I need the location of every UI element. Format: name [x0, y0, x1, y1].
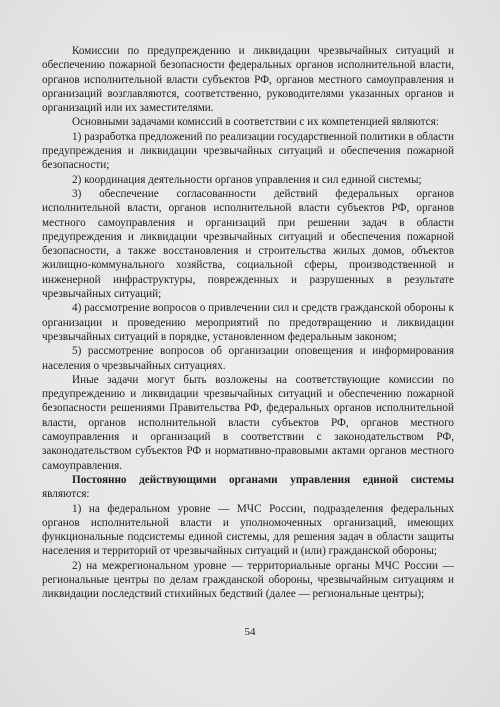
paragraph-other-tasks: Иные задачи могут быть возложены на соответствующие комиссии по предупреждению и ликвидации чрезвычайных ситуаций и обеспечению пожарной безопасности решениями Правительства РФ, федеральных органов исполнительной власти, органов исполнительной власти субъектов РФ, органов местного самоуправления и организаций в соответствии с законодательством РФ, законодательством субъектов РФ и нормативно-правовыми актами органов местного самоуправления. [42, 373, 454, 472]
list-item-task-4: 4) рассмотрение вопросов о привлечении сил и средств гражданской обороны к организации и проведению мероприятий по предотвращению и ликвидации чрезвычайных ситуаций в порядке, установленном федеральным законом; [42, 302, 454, 343]
list-item-task-1: 1) разработка предложений по реализации государственной политики в области предупреждения и ликвидации чрезвычайных ситуаций и обеспечения пожарной безопасности; [42, 130, 454, 172]
list-item-task-2: 2) координация деятельности органов управления и сил единой системы; [72, 173, 422, 186]
paragraph-permanent-bodies-tail: являются: [42, 488, 90, 501]
bold-term: Постоянно действующими органами управления единой системы [72, 473, 454, 486]
paragraph-intro: Комиссии по предупреждению и ликвидации чрезвычайных ситуаций и обеспечению пожарной безопасности федеральных органов исполнительной власти, органов исполнительной власти субъектов РФ, органов местного самоуправления и организаций возглавляются, соответственно, руководителями указанных органов и организаций или их заместителями. [42, 45, 454, 115]
list-item-level-1: 1) на федеральном уровне — МЧС России, подразделения федеральных органов исполнительной власти и уполномоченных организаций, имеющих функциональные подсистемы единой системы, для решения задач в области защиты населения и территорий от чрезвычайных ситуаций и (или) гражданской обороны; [42, 502, 454, 558]
list-item-level-2: 2) на межрегиональном уровне — территориальные органы МЧС России — региональные центры по делам гражданской обороны, чрезвычайным ситуациям и ликвидации последствий стихийных бедствий (далее — региональные центры); [42, 559, 454, 601]
paragraph-tasks-lead: Основными задачами комиссий в соответствии с их компетенцией являются: [72, 116, 439, 129]
list-item-task-5: 5) рассмотрение вопросов об организации оповещения и информирования населения о чрезвычайных ситуациях. [42, 345, 454, 372]
paragraph-permanent-bodies [42, 473, 454, 502]
page-body [42, 44, 454, 602]
page-number: 54 [244, 626, 256, 638]
list-item-task-3: 3) обеспечение согласованности действий федеральных органов исполнительной власти, органов исполнительной власти субъектов РФ, органов местного самоуправления и организаций при решении задач в области предупреждения и ликвидации чрезвычайных ситуаций и обеспечения пожарной безопасности, а также восстановления и строительства жилых домов, объектов жилищно-коммунального хозяйства, социальной сферы, производственной и инженерной инфраструктуры, поврежденных и разрушенных в результате чрезвычайных ситуаций; [42, 187, 454, 301]
